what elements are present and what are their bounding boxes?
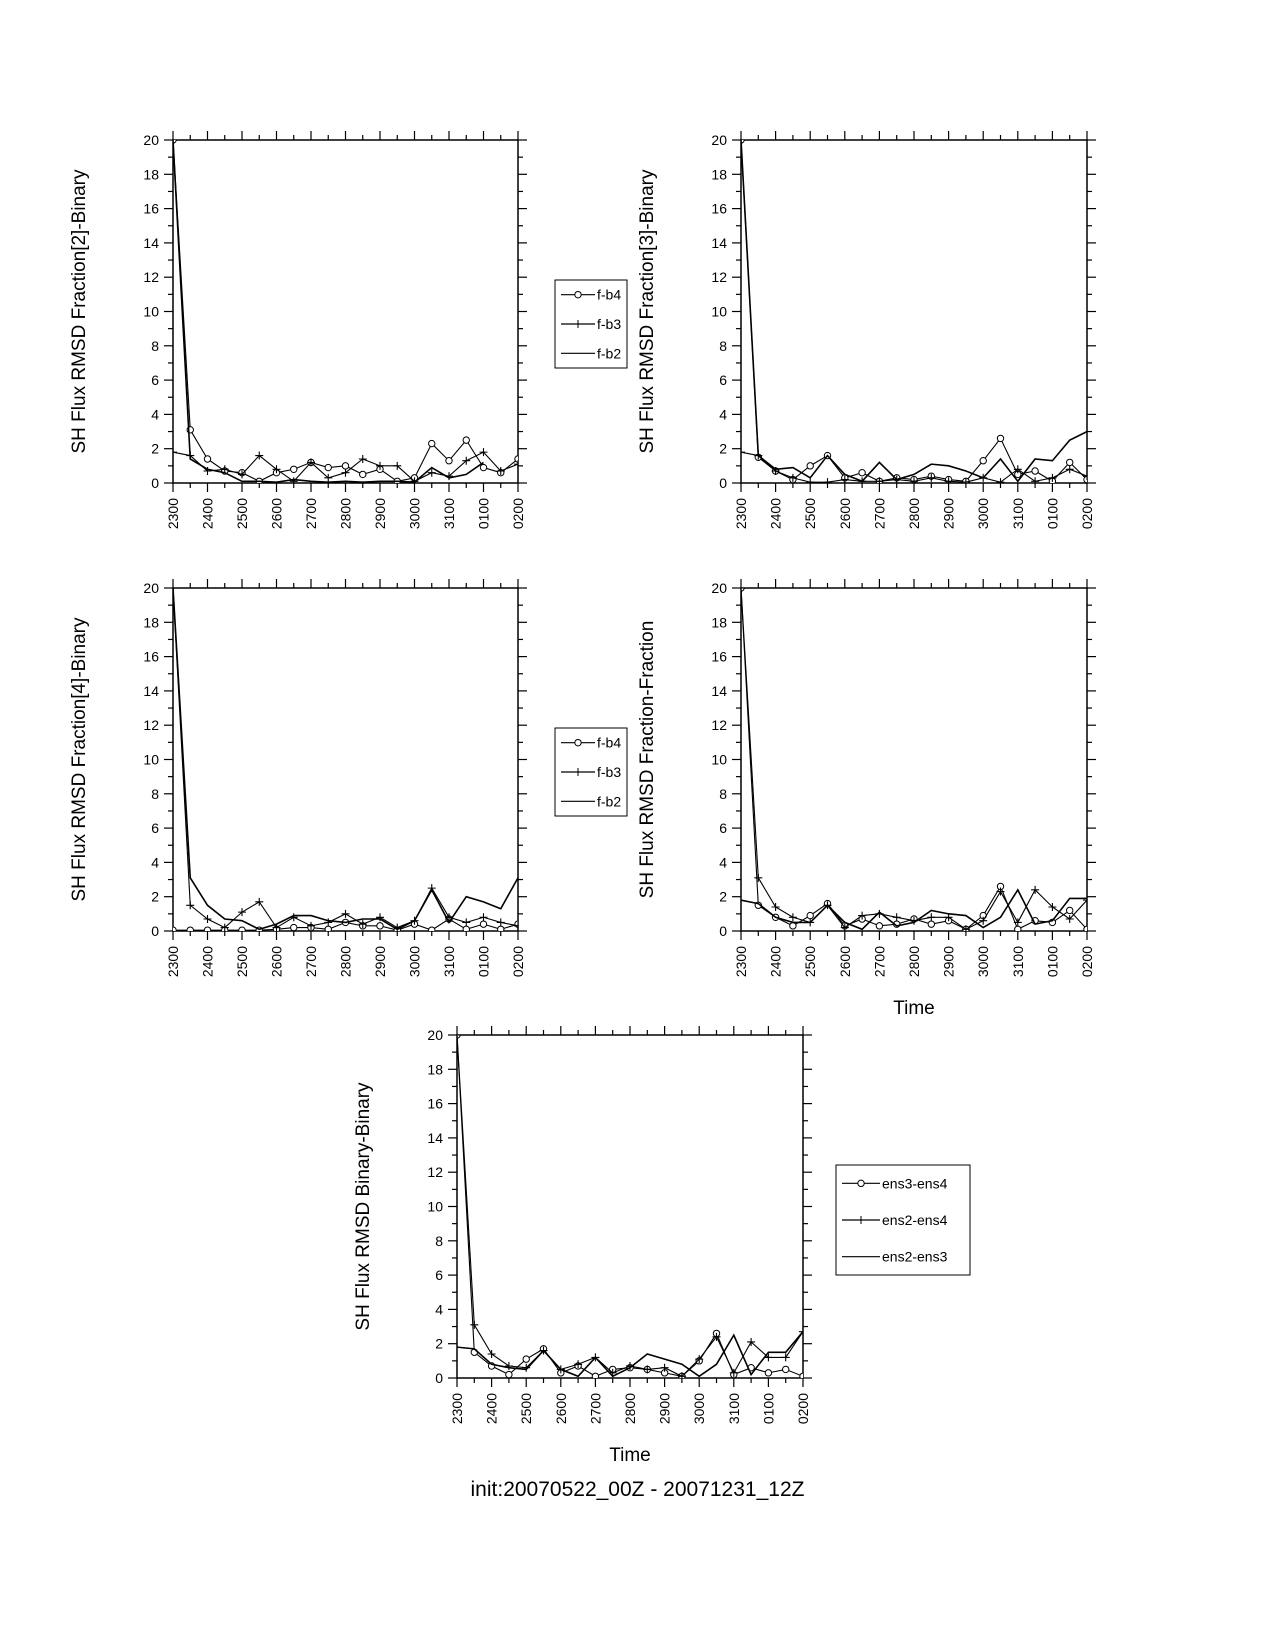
x-tick-label: 0100 bbox=[1044, 498, 1061, 530]
x-tick-label: 2700 bbox=[587, 1393, 604, 1425]
x-tick-label: 2900 bbox=[372, 946, 388, 978]
x-tick-label: 2700 bbox=[303, 946, 319, 978]
y-tick-label: 18 bbox=[143, 614, 159, 631]
chart-panel-1 bbox=[69, 131, 627, 529]
x-tick-label: 0200 bbox=[795, 1393, 811, 1425]
x-tick-label: 2700 bbox=[871, 498, 888, 530]
data-point-plus bbox=[505, 1362, 513, 1370]
chart-panel-3 bbox=[69, 579, 627, 977]
x-tick-label: 2300 bbox=[733, 498, 749, 530]
x-tick-label: 0200 bbox=[1079, 946, 1095, 978]
series-line-1 bbox=[457, 1035, 803, 1376]
y-tick-label: 16 bbox=[711, 200, 727, 217]
y-tick-label: 10 bbox=[143, 303, 159, 320]
y-tick-label: 20 bbox=[427, 1027, 443, 1043]
series-group bbox=[169, 584, 522, 933]
plot-frame bbox=[457, 1035, 803, 1378]
data-point-circle bbox=[859, 470, 865, 476]
x-tick-label: 0100 bbox=[475, 498, 492, 530]
data-point-circle bbox=[807, 463, 813, 469]
y-tick-label: 18 bbox=[711, 166, 727, 183]
data-point-plus bbox=[1066, 465, 1074, 473]
y-tick-label: 6 bbox=[719, 372, 727, 389]
data-point-circle bbox=[928, 921, 934, 927]
y-tick-label: 14 bbox=[711, 682, 727, 699]
data-point-plus bbox=[497, 918, 505, 926]
x-tick-label: 0200 bbox=[510, 946, 526, 978]
x-tick-label: 2300 bbox=[733, 946, 749, 978]
series-line-3 bbox=[173, 140, 484, 482]
data-point-circle bbox=[480, 921, 486, 927]
y-tick-label: 2 bbox=[151, 888, 159, 905]
series-line-2 bbox=[741, 588, 1087, 929]
data-point-circle bbox=[1032, 468, 1038, 474]
x-tick-label: 2800 bbox=[622, 1393, 638, 1425]
chart-panel-2 bbox=[637, 131, 1096, 529]
data-point-circle bbox=[429, 440, 435, 446]
data-point-circle bbox=[765, 1370, 771, 1376]
x-tick-label: 2900 bbox=[940, 498, 957, 530]
data-point-circle bbox=[291, 466, 297, 472]
x-tick-label: 2600 bbox=[836, 498, 853, 530]
y-tick-label: 6 bbox=[719, 820, 727, 837]
x-tick-label: 2500 bbox=[802, 946, 819, 978]
series-line-1 bbox=[173, 140, 518, 481]
y-tick-label: 16 bbox=[143, 648, 159, 665]
data-point-circle bbox=[1067, 907, 1073, 913]
data-point-circle bbox=[377, 923, 383, 929]
x-tick-label: 2800 bbox=[337, 498, 354, 530]
y-tick-label: 10 bbox=[427, 1198, 443, 1215]
x-tick-label: 3100 bbox=[1009, 946, 1026, 978]
data-point-circle bbox=[783, 1366, 789, 1372]
data-point-circle bbox=[807, 912, 813, 918]
y-tick-label: 20 bbox=[143, 580, 159, 596]
y-tick-label: 16 bbox=[143, 200, 159, 217]
y-tick-label: 0 bbox=[719, 475, 727, 491]
x-tick-label: 3000 bbox=[975, 498, 992, 530]
y-tick-label: 16 bbox=[427, 1095, 443, 1112]
x-tick-label: 2400 bbox=[767, 498, 784, 530]
x-tick-label: 2900 bbox=[656, 1393, 673, 1425]
y-tick-label: 20 bbox=[711, 132, 727, 148]
legend-label: ens2-ens3 bbox=[882, 1248, 948, 1265]
x-tick-label: 2400 bbox=[199, 946, 216, 978]
chart-panel-4 bbox=[637, 579, 1096, 1019]
y-tick-label: 0 bbox=[151, 475, 159, 491]
x-tick-label: 2500 bbox=[234, 946, 250, 978]
x-tick-label: 2700 bbox=[303, 498, 319, 530]
data-point-circle bbox=[523, 1356, 529, 1362]
x-tick-label: 2500 bbox=[234, 498, 250, 530]
y-tick-label: 0 bbox=[719, 923, 727, 939]
data-point-plus bbox=[480, 913, 488, 921]
data-point-plus bbox=[789, 913, 797, 921]
series-line-1 bbox=[741, 588, 1087, 929]
x-tick-label: 2400 bbox=[767, 946, 784, 978]
x-tick-label: 3000 bbox=[975, 946, 992, 978]
data-point-plus bbox=[927, 913, 935, 921]
y-tick-label: 6 bbox=[435, 1267, 443, 1284]
y-axis-label: SH Flux RMSD Binary-Binary bbox=[353, 1082, 374, 1331]
data-point-plus bbox=[737, 448, 745, 456]
y-tick-label: 14 bbox=[711, 234, 727, 251]
y-tick-label: 0 bbox=[151, 923, 159, 939]
legend bbox=[555, 280, 627, 368]
x-tick-label: 2500 bbox=[518, 1393, 535, 1425]
data-point-plus bbox=[772, 903, 780, 911]
y-tick-label: 16 bbox=[711, 648, 727, 665]
y-tick-label: 0 bbox=[435, 1370, 443, 1386]
x-tick-label: 2300 bbox=[165, 946, 181, 978]
series-line-3 bbox=[741, 140, 1087, 481]
y-axis-label: SH Flux RMSD Fraction[2]-Binary bbox=[69, 169, 90, 454]
plot-frame bbox=[173, 140, 518, 483]
data-point-circle bbox=[980, 458, 986, 464]
x-tick-label: 2600 bbox=[836, 946, 853, 978]
y-tick-label: 2 bbox=[719, 440, 727, 457]
legend-marker-circle bbox=[858, 1180, 864, 1186]
y-tick-label: 8 bbox=[719, 337, 727, 354]
x-tick-label: 2900 bbox=[372, 498, 388, 530]
legend bbox=[836, 1165, 970, 1275]
y-tick-label: 4 bbox=[719, 854, 727, 871]
data-point-circle bbox=[342, 463, 348, 469]
y-axis-label: SH Flux RMSD Fraction[3]-Binary bbox=[637, 169, 658, 454]
y-tick-label: 8 bbox=[719, 785, 727, 802]
series-group bbox=[453, 1031, 807, 1380]
y-tick-label: 10 bbox=[143, 751, 159, 768]
data-point-plus bbox=[169, 448, 177, 456]
data-point-circle bbox=[790, 923, 796, 929]
x-tick-label: 3000 bbox=[406, 946, 423, 978]
x-tick-label: 0100 bbox=[475, 946, 492, 978]
x-tick-label: 2400 bbox=[199, 498, 216, 530]
x-tick-label: 3000 bbox=[406, 498, 423, 530]
y-tick-label: 18 bbox=[711, 614, 727, 631]
y-tick-label: 14 bbox=[143, 682, 159, 699]
y-tick-label: 12 bbox=[711, 717, 727, 734]
series-line-2 bbox=[457, 1035, 803, 1376]
y-tick-label: 6 bbox=[151, 372, 159, 389]
x-tick-label: 2600 bbox=[552, 1393, 569, 1425]
x-tick-label: 2500 bbox=[802, 498, 819, 530]
y-tick-label: 12 bbox=[143, 269, 159, 286]
x-tick-label: 0200 bbox=[1079, 498, 1095, 530]
series-group bbox=[737, 137, 1091, 486]
chart-panel-5 bbox=[353, 1026, 970, 1466]
y-tick-label: 20 bbox=[143, 132, 159, 148]
legend-label: f-b2 bbox=[597, 345, 622, 362]
x-tick-label: 2800 bbox=[906, 946, 922, 978]
legend-label: f-b4 bbox=[597, 734, 622, 751]
legend-label: f-b2 bbox=[597, 793, 622, 810]
legend bbox=[555, 728, 627, 816]
legend-label: f-b3 bbox=[597, 764, 622, 780]
x-tick-label: 2400 bbox=[483, 1393, 500, 1425]
y-tick-label: 4 bbox=[719, 406, 727, 423]
data-point-plus bbox=[342, 910, 350, 918]
y-tick-label: 2 bbox=[151, 440, 159, 457]
series-line-2 bbox=[173, 588, 518, 928]
x-tick-label: 3100 bbox=[441, 498, 457, 530]
data-point-circle bbox=[325, 464, 331, 470]
y-tick-label: 18 bbox=[143, 166, 159, 183]
y-tick-label: 14 bbox=[427, 1129, 443, 1146]
y-tick-label: 4 bbox=[435, 1301, 443, 1318]
figure-caption: init:20070522_00Z - 20071231_12Z bbox=[470, 1478, 805, 1501]
x-tick-label: 2900 bbox=[940, 946, 957, 978]
data-point-plus bbox=[488, 1350, 496, 1358]
x-tick-label: 2600 bbox=[268, 498, 285, 530]
y-axis-label: SH Flux RMSD Fraction[4]-Binary bbox=[69, 617, 90, 902]
data-point-circle bbox=[1067, 459, 1073, 465]
data-point-plus bbox=[782, 1353, 790, 1361]
x-tick-label: 3100 bbox=[1009, 498, 1026, 530]
y-tick-label: 18 bbox=[427, 1061, 443, 1078]
legend-label: f-b3 bbox=[597, 316, 622, 332]
data-point-circle bbox=[876, 923, 882, 929]
legend-label: f-b4 bbox=[597, 286, 622, 303]
data-point-plus bbox=[462, 918, 470, 926]
x-tick-label: 2300 bbox=[165, 498, 181, 530]
x-tick-label: 0100 bbox=[760, 1393, 777, 1425]
data-point-circle bbox=[204, 456, 210, 462]
series-line-1 bbox=[741, 140, 1087, 481]
legend-marker-circle bbox=[575, 291, 581, 297]
data-point-circle bbox=[480, 464, 486, 470]
data-point-plus bbox=[754, 874, 762, 882]
y-tick-label: 4 bbox=[151, 854, 159, 871]
plot-frame bbox=[173, 588, 518, 931]
data-point-circle bbox=[360, 471, 366, 477]
y-tick-label: 8 bbox=[151, 337, 159, 354]
data-point-circle bbox=[446, 458, 452, 464]
y-tick-label: 8 bbox=[151, 785, 159, 802]
x-tick-label: 2700 bbox=[871, 946, 888, 978]
y-tick-label: 10 bbox=[711, 751, 727, 768]
y-tick-label: 4 bbox=[151, 406, 159, 423]
x-axis-label: Time bbox=[609, 1445, 651, 1466]
y-tick-label: 20 bbox=[711, 580, 727, 596]
x-tick-label: 0100 bbox=[1044, 946, 1061, 978]
y-axis-label: SH Flux RMSD Fraction-Fraction bbox=[637, 620, 658, 899]
y-tick-label: 6 bbox=[151, 820, 159, 837]
legend-label: ens3-ens4 bbox=[882, 1175, 948, 1192]
x-tick-label: 0200 bbox=[510, 498, 526, 530]
plot-frame bbox=[741, 588, 1087, 931]
data-point-plus bbox=[470, 1321, 478, 1329]
data-point-circle bbox=[997, 435, 1003, 441]
data-point-plus bbox=[643, 1365, 651, 1373]
y-tick-label: 12 bbox=[427, 1164, 443, 1181]
series-group bbox=[737, 584, 1091, 933]
data-point-circle bbox=[463, 437, 469, 443]
x-tick-label: 2800 bbox=[906, 498, 922, 530]
data-point-plus bbox=[1014, 918, 1022, 926]
x-tick-label: 3000 bbox=[691, 1393, 708, 1425]
x-tick-label: 3100 bbox=[725, 1393, 742, 1425]
x-tick-label: 2600 bbox=[268, 946, 285, 978]
data-point-circle bbox=[506, 1371, 512, 1377]
x-tick-label: 3100 bbox=[441, 946, 457, 978]
y-tick-label: 2 bbox=[719, 888, 727, 905]
plot-frame bbox=[741, 140, 1087, 483]
y-tick-label: 10 bbox=[711, 303, 727, 320]
x-tick-label: 2800 bbox=[337, 946, 354, 978]
data-point-circle bbox=[291, 924, 297, 930]
x-tick-label: 2300 bbox=[449, 1393, 465, 1425]
y-tick-label: 2 bbox=[435, 1335, 443, 1352]
y-tick-label: 12 bbox=[711, 269, 727, 286]
data-point-plus bbox=[531, 453, 539, 461]
series-group bbox=[169, 137, 539, 485]
y-tick-label: 14 bbox=[143, 234, 159, 251]
legend-marker-circle bbox=[575, 739, 581, 745]
data-point-plus bbox=[893, 913, 901, 921]
y-tick-label: 12 bbox=[143, 717, 159, 734]
series-line-3 bbox=[173, 588, 518, 929]
legend-label: ens2-ens4 bbox=[882, 1212, 948, 1228]
y-tick-label: 8 bbox=[435, 1232, 443, 1249]
data-point-plus bbox=[255, 898, 263, 906]
x-axis-label: Time bbox=[893, 998, 935, 1019]
